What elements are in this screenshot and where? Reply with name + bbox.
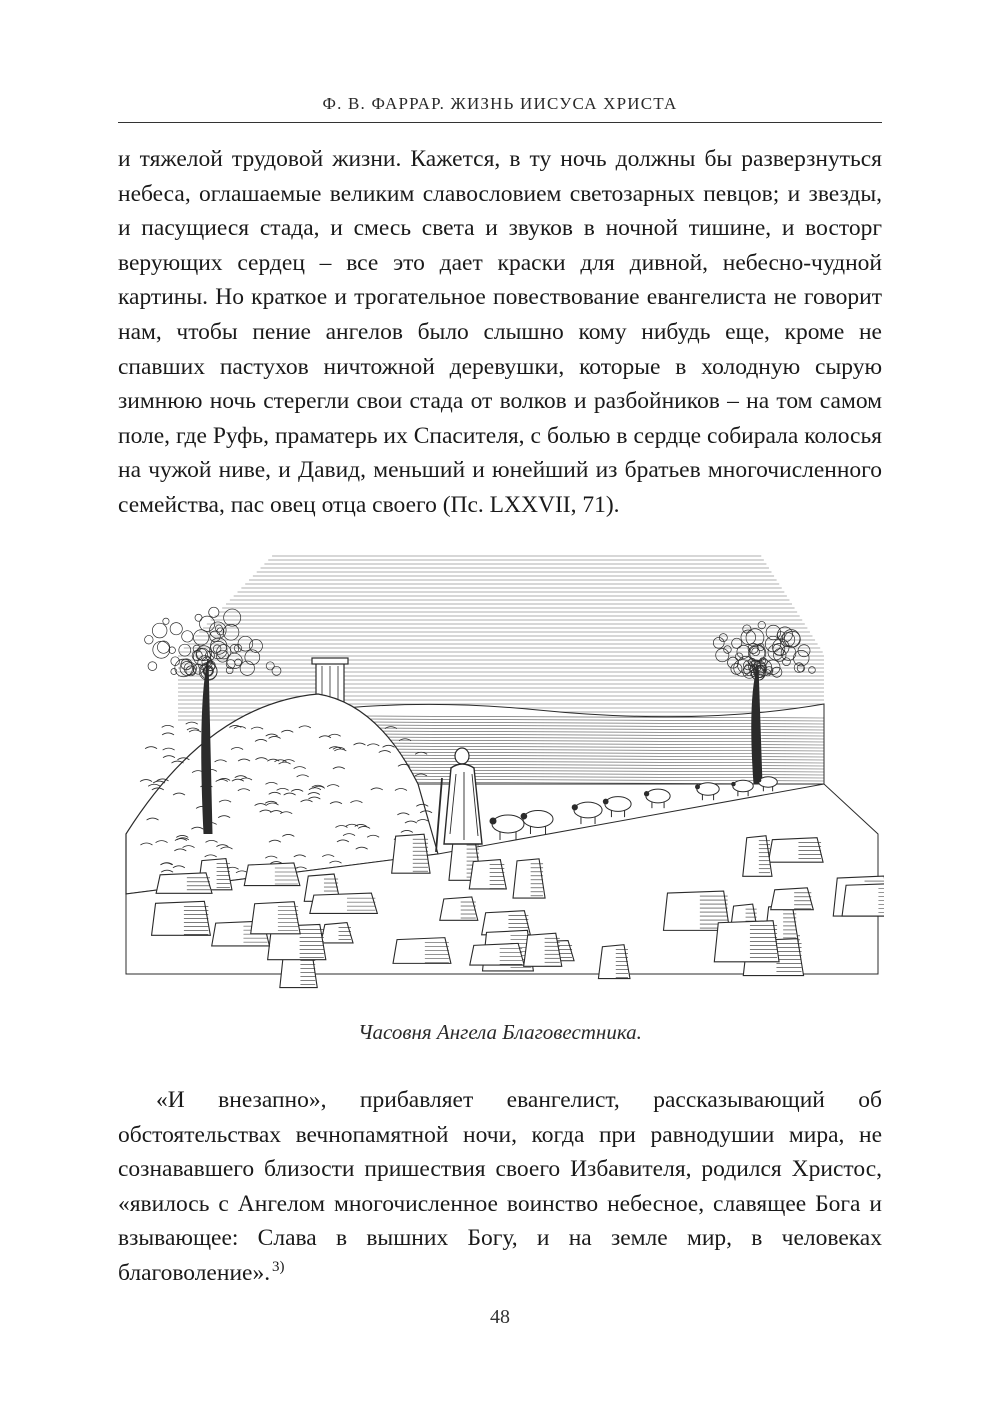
header-rule xyxy=(118,122,882,123)
engraving-landscape-image xyxy=(118,534,884,1004)
engraving-illustration xyxy=(118,534,884,1004)
running-header-title: Ф. В. ФАРРАР. ЖИЗНЬ ИИСУСА ХРИСТА xyxy=(322,94,678,113)
footnote-reference[interactable]: 3) xyxy=(272,1259,285,1276)
figure-caption: Часовня Ангела Благовестника. xyxy=(358,1020,642,1044)
body-paragraph-2-text: «И внезапно», прибавляет евангелист, рассказывающий об обстоятельствах вечнопамятной ночи, когда при равнодушии мира, не сознававшего близости пришествия своего Избавителя, родился Христос, «явилось с Ангелом многочисленное воинство небесное, славящее Бога и взывающее: Слава в вышних Богу, и на земле мир, в человеках благоволение». xyxy=(118,1087,882,1286)
page-number: 48 xyxy=(490,1306,510,1328)
body-paragraph-1: и тяжелой трудовой жизни. Кажется, в ту ночь должны бы разверзнуться небеса, оглашаемые великим славословием светозарных певцов; и звезды, и пасущиеся стада, и смесь света и звуков в ночной тишине, и восторг верующих сердец – все это дает краски для дивной, небесно-чудной картины. Но краткое и трогательное повествование евангелиста не говорит нам, чтобы пение ангелов было слышно кому нибудь еще, кроме не спавших пастухов ничтожной деревушки, которые в холодную сырую зимнюю ночь стерегли свои стада от волков и разбойников – на том самом поле, где Руфь, праматерь их Спасителя, с болью в сердце собирала колосья на чужой ниве, и Давид, меньший и юнейший из братьев многочисленного семейства, пас овец отца своего (Пс. LXXVII, 71). xyxy=(118,146,882,518)
body-paragraph-2 xyxy=(118,1083,882,1291)
